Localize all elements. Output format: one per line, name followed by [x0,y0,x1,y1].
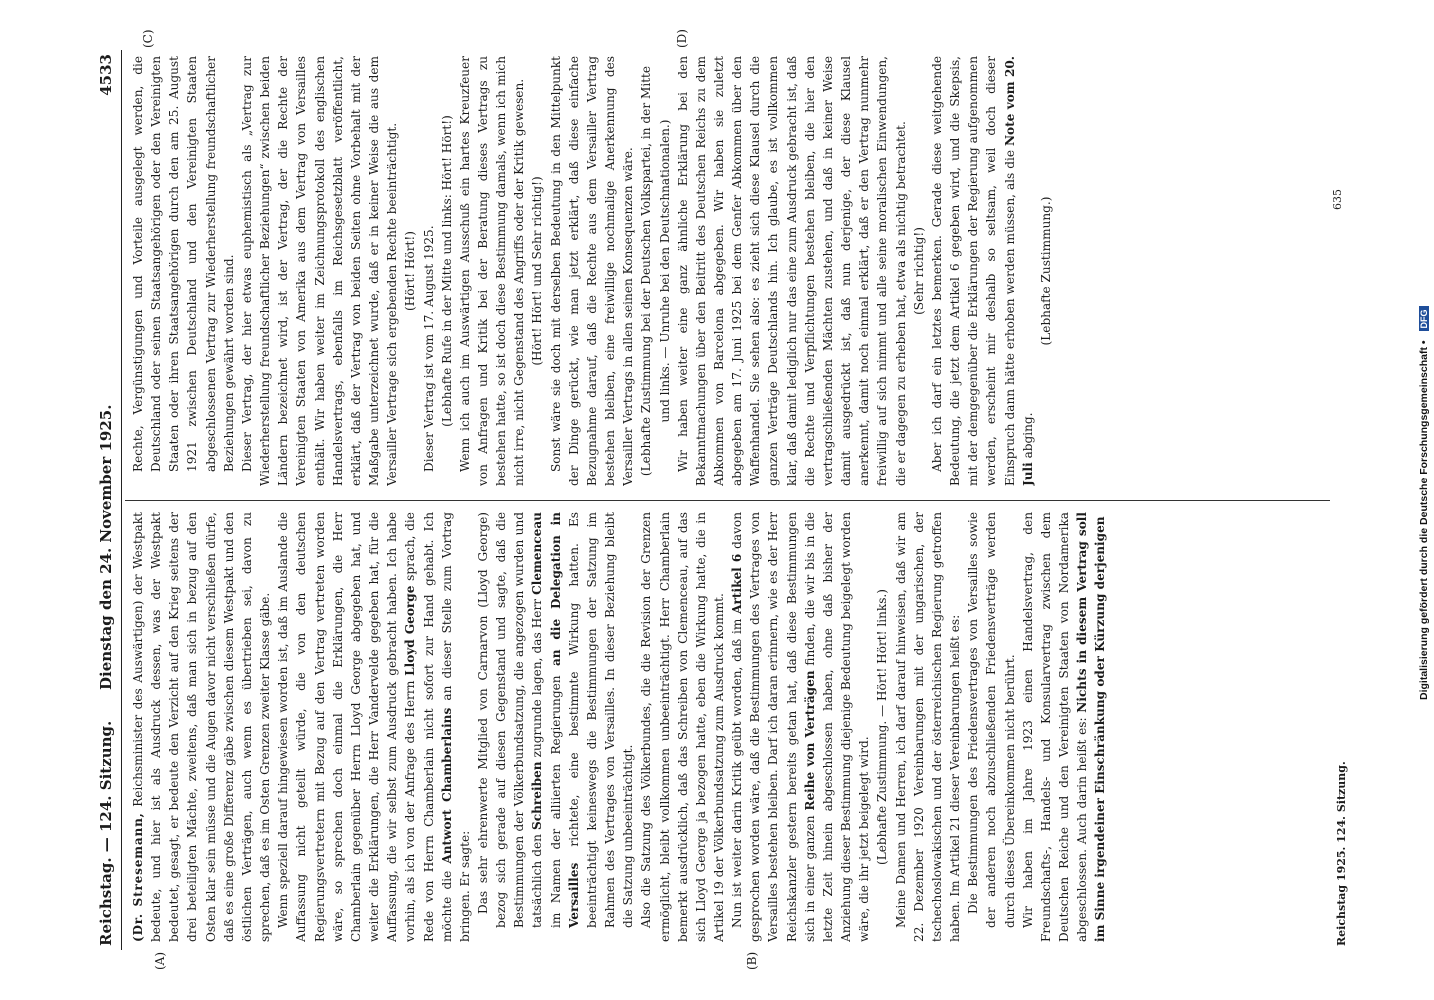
speaker-role: Reichsminister des Auswärtigen) [131,600,145,807]
paragraph [129,512,274,942]
paragraph: Wir haben weiter eine ganz ähnliche Erklärung bei den Bekanntmachungen über den Beitritt des Deutschen Reichs zu dem Abkommen von Barcelona abgegeben. Wir haben sie zuletzt abgegeben am 17. Juni 1925 bei dem Genfer Abkommen über den Waffenhandel. Sie sehen also: es zieht sich diese Klausel durch die ganzen Verträge Deutschlands hin. Ich glaube, es ist vollkommen klar, daß damit lediglich nur das eine zum Ausdruck gebracht ist, daß die Rechte und Verpflichtungen bestehen bleiben, die hier den vertragschließenden Mächten zustehen, und daß in keiner Weise damit ausgedrückt ist, daß nun derjenige, der diese Klausel anerkennt, damit noch einmal erklärt, daß er den Vertrag nunmehr freiwillig auf sich nimmt und alle seine moralischen Einwendungen, die er dagegen zu erheben hat, etwa als nichtig betrachtet. [675,56,908,486]
paragraph: Meine Damen und Herren, ich darf darauf hinweisen, daß wir am 22. Dezember 1920 Vereinbarungen mit der ungarischen, der tschechoslowakischen und der österreichischen Regierung getroffen haben. Im Artikel 21 dieser Vereinbarungen heißt es: [893,512,963,942]
quote-paragraph: Rechte, Vergünstigungen und Vorteile ausgelegt werden, die Deutschland oder seinen Staatsangehörigen oder den Vereinigten Staaten oder ihren Staatsangehörigen durch den am 25. August 1921 zwischen Deutschland und den Vereinigten Staaten abgeschlossenen Vertrag zur Wiederherstellung freundschaftlicher Beziehungen gewährt worden sind. [131,56,236,472]
paragraph-text: der Westpakt bedeute, und hier ist als Ausdruck dessen, was der Westpakt bedeutet, gesagt, er bedeute den Verzicht auf den Krieg seitens der drei beteiligten Mächte, zweitens, daß man sich in bezug auf den Osten klar sein müsse und die Augen davor nicht verschließen dürfe, daß es eine große Differenz gäbe zwischen diesem Westpakt und den östlichen Verträgen, auch wenn es übertrieben sei, davon zu sprechen, daß es im Osten Grenzen zweiter Klasse gäbe. [131,512,273,942]
paragraph [728,512,873,942]
dfg-logo: DFG [1419,307,1429,332]
paragraph-text: Nun ist weiter darin Kritik geübt worden, daß im [730,618,745,928]
bold-phrase: Artikel 6 [730,553,745,614]
paragraph-text: sprach, die Rede von Herrn Chamberlain nicht sofort zur Hand gehabt. Ich möchte die [403,512,454,942]
paragraph: Wenn ich auch im Auswärtigen Ausschuß ein hartes Kreuzfeuer von Anfragen und Kritik bei der Beratung dieses Vertrags zu bestehen hatte, so ist doch diese Bestimmung damals, wenn ich mich nicht irre, nicht Gegenstand des Angriffs oder der Kritik gewesen. [457,56,527,486]
speaker-name: (Dr. Stresemann, [131,812,145,942]
credit-text: Digitalisierung gefördert durch die Deutsche Forschungsgemeinschaft • [1418,340,1430,700]
footer-page-marker: 635 [1331,189,1344,210]
quote-text: richtete, eine bestimmte Wirkung hatten. Es beeinträchtigt keineswegs die Bestimmungen der Satzung im Rahmen des Vertrages von Versailles. In dieser Beziehung bleibt die Satzung unbeeinträchtigt. [566,512,636,928]
bold-phrase: Reihe von Verträgen [802,670,817,811]
bold-phrase: Schreiben [530,761,545,830]
paragraph-text: an dieser Stelle zum Vortrag bringen. Er sagte: [439,512,472,942]
paragraph [928,56,1037,486]
column-divider [125,500,1330,501]
interjection: (Lebhafte Zustimmung. — Hört! Hört! links.) [875,589,890,865]
paragraph [1019,512,1110,942]
paragraph: Dieser Vertrag, der hier etwas euphemistisch als „Vertrag zur Wiederherstellung freundschaftlicher Beziehungen“ zwischen beiden Ländern bezeichnet wird, ist der Vertrag, der die Rechte der Vereinigten Staaten von Amerika aus dem Vertrag von Versailles enthält. Wir haben weiter im Zeichnungsprotokoll des englischen Handelsvertrags, ebenfalls im Reichsgesetzblatt veröffentlicht, erklärt, daß der Vertrag von beiden Seiten ohne Vorbehalt mit der Maßgabe unterzeichnet wurde, daß er in keiner Weise die aus dem Versailler Vertrage sich ergebenden Rechte beeinträchtigt. [239,56,400,486]
page-header [95,50,122,950]
interjection: (Hört! Hört! und Sehr richtig!) [530,176,545,366]
margin-marker-b: (B) [745,951,759,970]
page-number: 4533 [97,54,115,96]
footer-left: Reichstag 1925. 124. Sitzung. [1335,761,1348,946]
bold-phrase: Nichts in diesem Vertrag soll im Sinne irgendeiner Einschränkung oder Kürzung derjenigen [1075,512,1108,942]
margin-marker-a: (A) [153,951,167,970]
interjection: (Hört! Hört!) [403,231,418,311]
paragraph-text: Also die Satzung des Völkerbundes, die die Revision der Grenzen ermöglicht, bleibt vollkommen unbeeinträchtigt. Herr Chamberlain bemerkt ausdrücklich, daß das Schreiben von Clemenceau, auf das sich Lloyd George ja bezogen hatte, eben die Wirkung hatte, die in Artikel 19 der Völkerbundsatzung zum Ausdruck kommt. [639,512,726,942]
quote-text: zugrunde lagen, das Herr [530,598,545,758]
rotated-page [95,29,1375,970]
paragraph-text: Wenn speziell darauf hingewiesen worden ist, daß im Auslande die Auffassung nicht geteilt würde, die von den deutschen Regierungsvertretern mit Bezug auf den Vertrag vertreten worden wäre, so sprechen doch einmal die Erklärungen, die Herr Chamberlain gegenüber Herrn Lloyd George abgegeben hat, und weiter die Erklärungen, die Herr Vandervelde gegeben hat, für die Auffassung, die wir selbst zum Ausdruck gebracht haben. Ich habe vorhin, als ich von der Anfrage des Herrn [276,512,418,942]
digitization-credit [1418,307,1430,701]
paragraph [274,512,474,942]
bold-name: Lloyd George [403,585,418,676]
paragraph-text: davon gesprochen worden wäre, daß die Bestimmungen des Vertrages von Versailles bestehen bleiben. Darf ich daran erinnern, wie es der Herr Reichskanzler gestern bereits getan hat, daß diese Bestimmungen sich in einer ganzen [730,512,817,942]
paragraph-text: abging. [1020,412,1035,459]
interjection: (Sehr richtig!) [911,227,926,315]
paragraph-text: Aber ich darf ein letztes bemerken. Gerade diese weitgehende Bedeutung, die jetzt dem Artikel 6 gegeben wird, und die Skepsis, mit der demgegenüber die Erklärungen der Regierung aufgenommen werden, erscheint mir deshalb so seltsam, weil doch dieser Einspruch dann hätte erhoben werden müssen, als die [929,56,1017,486]
paragraph: Sonst wäre sie doch mit derselben Bedeutung in den Mittelpunkt der Dinge gerückt, wie man jetzt erklärt, daß diese einfache Bezugnahme darauf, daß die Rechte aus dem Versailler Vertrag bestehen bleiben, eine freiwillige nochmalige Anerkennung des Versailler Vertrags in allen seinen Konsequenzen wäre. [548,56,636,486]
header-left: Reichstag. — 124. Sitzung. [97,720,115,946]
bold-name: Clemenceau [530,512,545,595]
bold-phrase: Antwort Chamberlains [439,707,454,864]
paragraph [637,512,728,942]
interjection: (Lebhafte Zustimmung bei der Deutschen Volkspartei, in der Mitte und links. — Unruhe bei den Deutschnationalen.) [639,65,672,477]
quote-paragraph: Die Bestimmungen des Friedensvertrages von Versailles sowie der anderen noch abzuschließenden Friedensverträge werden durch dieses Übereinkommen nicht berührt. [966,512,1017,928]
bold-phrase: Note vom 20. Juli [1002,56,1035,486]
quote-text: Das sehr ehrenwerte Mitglied von Carnarvon (Lloyd George) bezog sich gerade auf diesen Gegenstand und sagte, daß die Bestimmungen der Völkerbundsatzung, die angezogen wurden und tatsächlich den [475,512,545,928]
bold-phrase: an die Delegation in Versailles [548,512,581,928]
paragraph-text: finden, die wir bis in die letzte Zeit hinein abgeschlossen haben, ohne daß bisher der Anziehung dieser Bestimmung diejenige Bedeutung beigelegt worden wäre, die ihr jetzt beigelegt wird. [802,512,872,942]
header-date: Dienstag den 24. November 1925. [97,404,115,690]
margin-marker-c: (C) [141,29,155,48]
right-column [129,56,1334,486]
quote-text: im Namen der alliierten Regierungen [548,675,563,928]
left-column [129,512,1334,942]
margin-marker-d: (D) [675,29,689,48]
interjection: (Lebhafte Zustimmung.) [1038,196,1053,346]
paragraph-text: Wir haben im Jahre 1923 einen Handelsvertrag, den Freundschafts-, Handels- und Konsularvertrag zwischen dem Deutschen Reiche und den Vereinigten Staaten von Nordamerika abgeschlossen. Auch darin heißt es: [1020,512,1090,942]
paragraph: Dieser Vertrag ist vom 17. August 1925. [421,225,436,472]
quote-paragraph [474,512,637,942]
interjection: (Lebhafte Rufe in der Mitte und links: Hört! Hört!) [439,115,454,427]
